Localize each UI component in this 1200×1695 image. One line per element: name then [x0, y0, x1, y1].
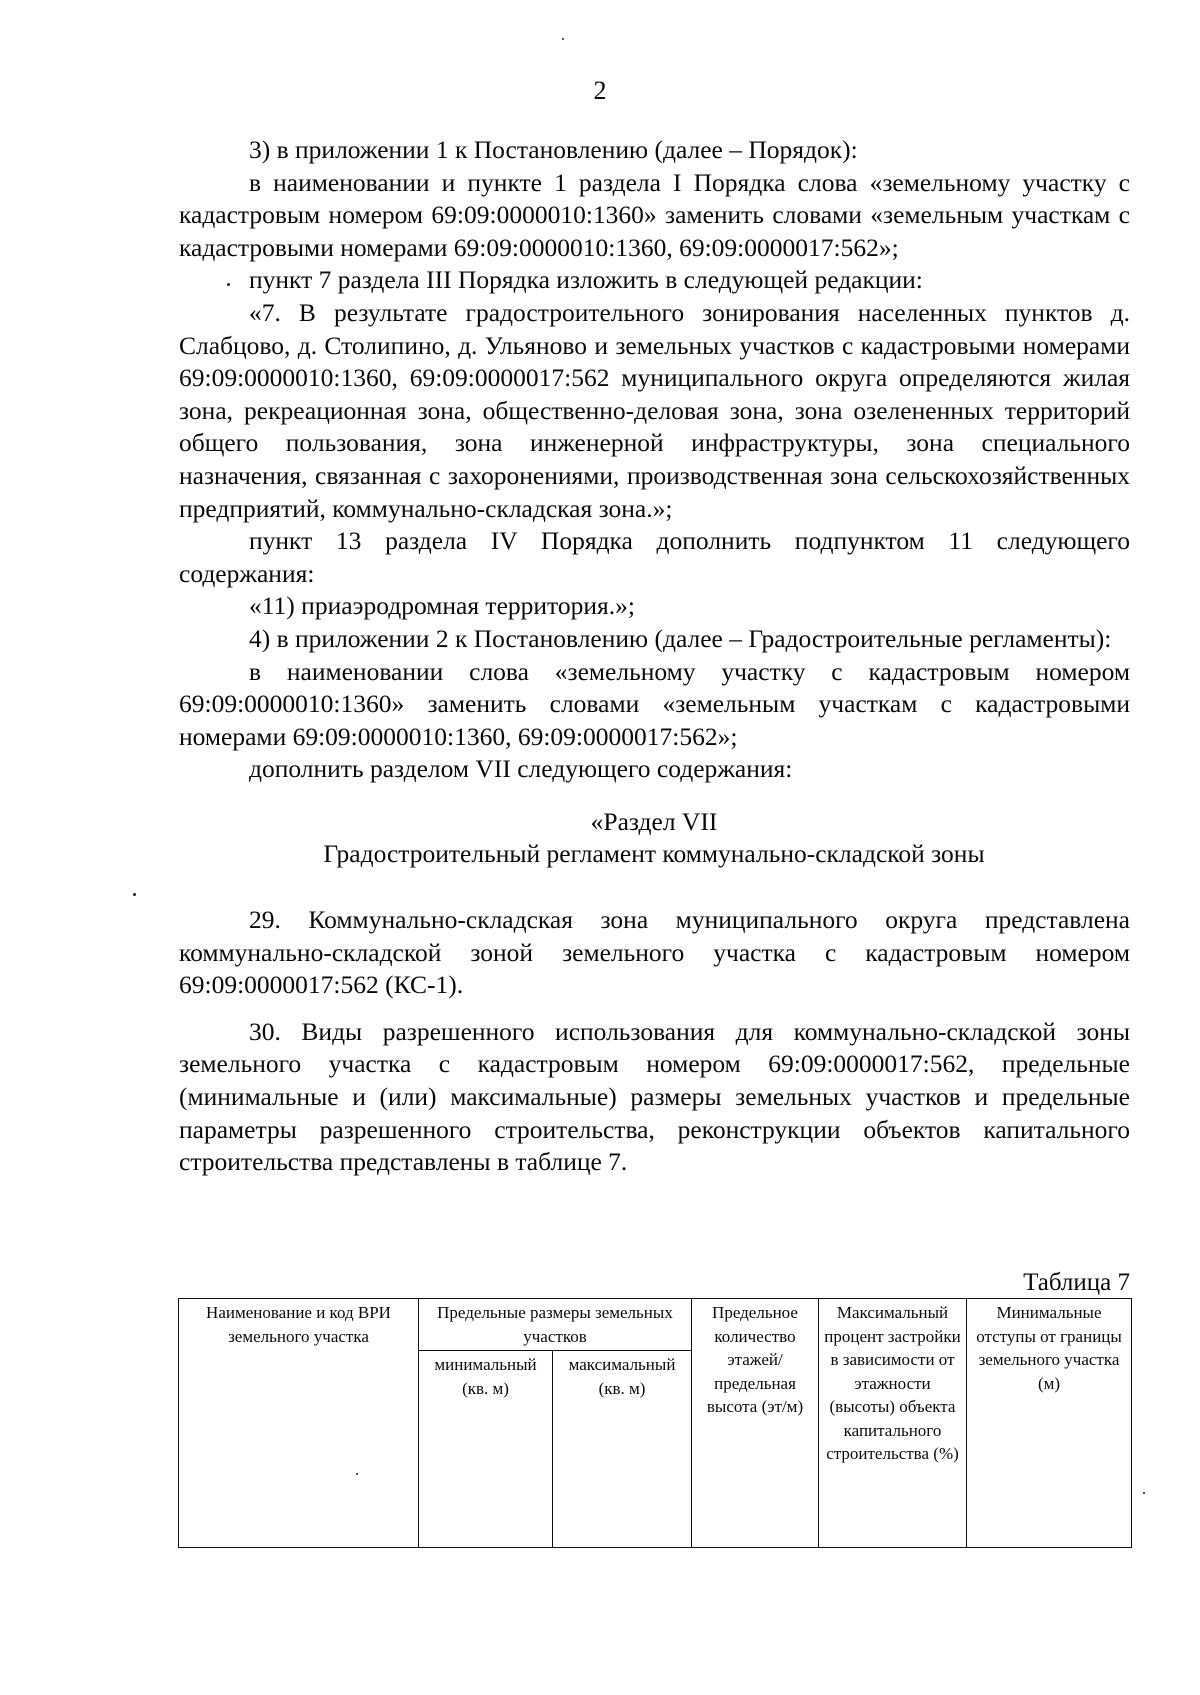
header-plot-sizes: Предельные размеры земельных участков [419, 1299, 692, 1351]
header-max-size: максимальный (кв. м) [553, 1351, 692, 1548]
paragraph-rename-section-1: в наименовании и пункте 1 раздела I Порядка слова «земельному участку с кадастровым номером 69:09:0000010:1360» заменить словами «земельным участкам с кадастровыми номерами 69:09:0000010:1360, 69:09:0000017:562»; [179, 167, 1130, 262]
header-vri: Наименование и код ВРИ земельного участка [179, 1299, 419, 1548]
scan-speck [227, 283, 230, 286]
table-label: Таблица 7 [1023, 1269, 1130, 1296]
paragraph-point-7-intro: пункт 7 раздела III Порядка изложить в следующей редакции: [249, 265, 923, 295]
section-title: «Раздел VII [590, 806, 718, 836]
section-subtitle: Градостроительный регламент коммунально-складской зоны [323, 839, 985, 869]
scan-speck [356, 1473, 358, 1475]
table-header-row [179, 1299, 1132, 1351]
header-setback: Минимальные отступы от границы земельного участка (м) [967, 1299, 1132, 1548]
regulation-table [178, 1298, 1132, 1548]
paragraph-point-29: 29. Коммунально-складская зона муниципального округа представлена коммунально-складской зоной земельного участка с кадастровым номером 69:09:0000017:562 (КС-1). [179, 905, 1130, 1000]
paragraph-point-30: 30. Виды разрешенного использования для коммунально-складской зоны земельного участка с кадастровым номером 69:09:0000017:562, предельные (минимальные и (или) максимальные) размеры земельных участков и предельные параметры разрешенного строительства, реконструкции объектов капитального строительства представлены в таблице 7. [179, 1016, 1130, 1177]
paragraph-rename-annex-2: в наименовании слова «земельному участку с кадастровым номером 69:09:0000010:1360» заменить словами «земельным участкам с кадастровыми номерами 69:09:0000010:1360, 69:09:0000017:562»; [179, 656, 1130, 751]
paragraph-subpoint-11: «11) приаэродромная территория.»; [249, 591, 635, 621]
scan-speck [562, 38, 564, 40]
paragraph-add-section-7: дополнить разделом VII следующего содержания: [249, 754, 793, 784]
header-floors: Предельное количество этажей/ предельная высота (эт/м) [692, 1299, 819, 1548]
document-body [179, 134, 1130, 1179]
page-number: 2 [593, 76, 607, 105]
header-min-size: минимальный (кв. м) [419, 1351, 553, 1548]
paragraph-item-3: 3) в приложении 1 к Постановлению (далее – Порядок): [249, 135, 858, 164]
paragraph-point-7-text: «7. В результате градостроительного зонирования населенных пунктов д. Слабцово, д. Столипино, д. Ульяново и земельных участков с кадастровыми номерами 69:09:0000010:1360, 69:09:0000017:562 муниципального округа определяются жилая зона, рекреационная зона, общественно-деловая зона, зона озелененных территорий общего пользования, зона инженерной инфраструктуры, зона специального назначения, связанная с захоронениями, производственная зона сельскохозяйственных предприятий, коммунально-складская зона.»; [179, 297, 1130, 523]
scan-speck [1143, 1492, 1145, 1494]
header-coverage: Максимальный процент застройки в зависимости от этажности (высоты) объекта капитального строительства (%) [819, 1299, 967, 1548]
paragraph-item-4: 4) в приложении 2 к Постановлению (далее – Градостроительные регламенты): [249, 623, 1112, 653]
paragraph-point-13-intro: пункт 13 раздела IV Порядка дополнить подпунктом 11 следующего содержания: [179, 526, 1130, 588]
scan-speck [133, 893, 136, 896]
